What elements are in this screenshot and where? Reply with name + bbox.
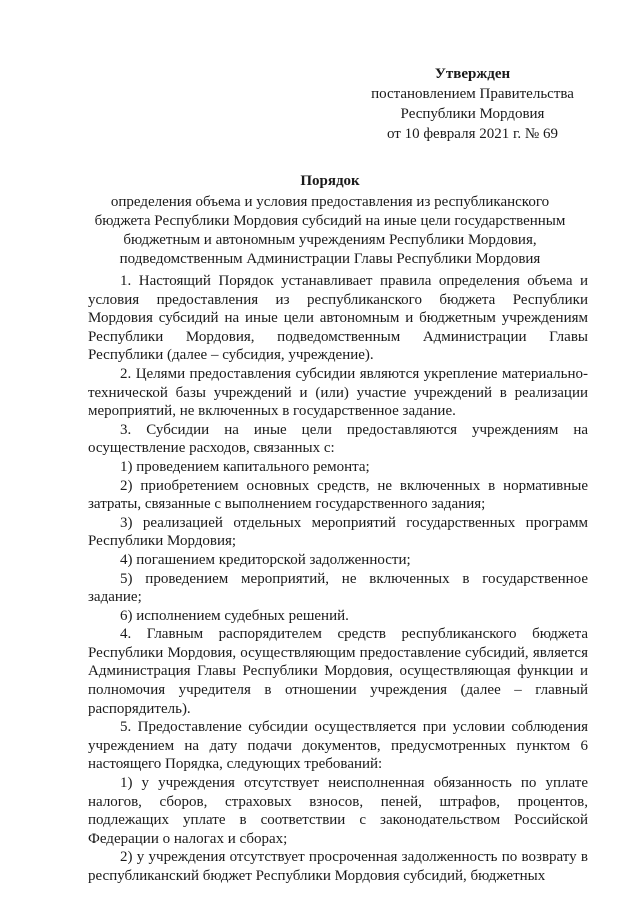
- title-line: бюджета Республики Мордовия субсидий на иные цели государственным: [94, 213, 566, 229]
- title-line: бюджетным и автономным учреждениям Республики Мордовия,: [123, 232, 537, 248]
- list-item: 2) приобретением основных средств, не включенных в нормативные затраты, связанные с выполнением государственного задания;: [88, 477, 588, 513]
- list-item: 1) проведением капитального ремонта;: [120, 458, 370, 475]
- title-heading: Порядок: [300, 173, 360, 189]
- list-item: 3) реализацией отдельных мероприятий государственных программ Республики Мордовия;: [88, 514, 588, 550]
- list-item: 4) погашением кредиторской задолженности;: [120, 551, 411, 568]
- paragraph: 4. Главным распорядителем средств республиканского бюджета Республики Мордовия, осуществляющим предоставление субсидий, является Администрация Главы Республики Мордовия, осуществляющая функции и полномочия учредителя в отношении учреждения (далее – главный распорядитель).: [88, 626, 588, 717]
- list-item: 5) проведением мероприятий, не включенных в государственное задание;: [88, 570, 588, 606]
- document-title: [60, 172, 600, 269]
- approval-label: Утвержден: [434, 66, 511, 82]
- approval-date: от 10 февраля 2021 г. № 69: [386, 126, 558, 142]
- approval-line: постановлением Правительства: [371, 86, 574, 102]
- paragraph: 5. Предоставление субсидии осуществляется при условии соблюдения учреждением на дату подачи документов, предусмотренных пунктом 6 настоящего Порядка, следующих требований:: [88, 719, 588, 773]
- approval-stamp: [360, 64, 585, 144]
- list-item: 1) у учреждения отсутствует неисполненная обязанность по уплате налогов, сборов, страховых взносов, пеней, штрафов, процентов, подлежащих уплате в соответствии с законодательством Российской Федерации о налогах и сборах;: [88, 775, 588, 847]
- list-item: 2) у учреждения отсутствует просроченная задолженность по возврату в республиканский бюджет Республики Мордовия субсидий, бюджетных: [88, 849, 588, 884]
- title-line: подведомственным Администрации Главы Республики Мордовия: [119, 251, 541, 267]
- list-item: 6) исполнением судебных решений.: [120, 607, 349, 624]
- paragraph: 2. Целями предоставления субсидии являются укрепление материально-технической базы учреждений и (или) участие учреждений в реализации мероприятий, не включенных в государственное задание.: [88, 365, 588, 420]
- approval-line: Республики Мордовия: [400, 106, 545, 122]
- document-body: [88, 272, 588, 886]
- paragraph: 3. Субсидии на иные цели предоставляются учреждениям на осуществление расходов, связанных с:: [88, 421, 588, 457]
- title-line: определения объема и условия предоставления из республиканского: [110, 194, 550, 210]
- paragraph: 1. Настоящий Порядок устанавливает правила определения объема и условия предоставления из республиканского бюджета Республики Мордовия субсидий на иные цели автономным и бюджетным учреждениям Республики Мордовия, подведомственным Администрации Главы Республики (далее – субсидия, учреждение).: [88, 273, 588, 364]
